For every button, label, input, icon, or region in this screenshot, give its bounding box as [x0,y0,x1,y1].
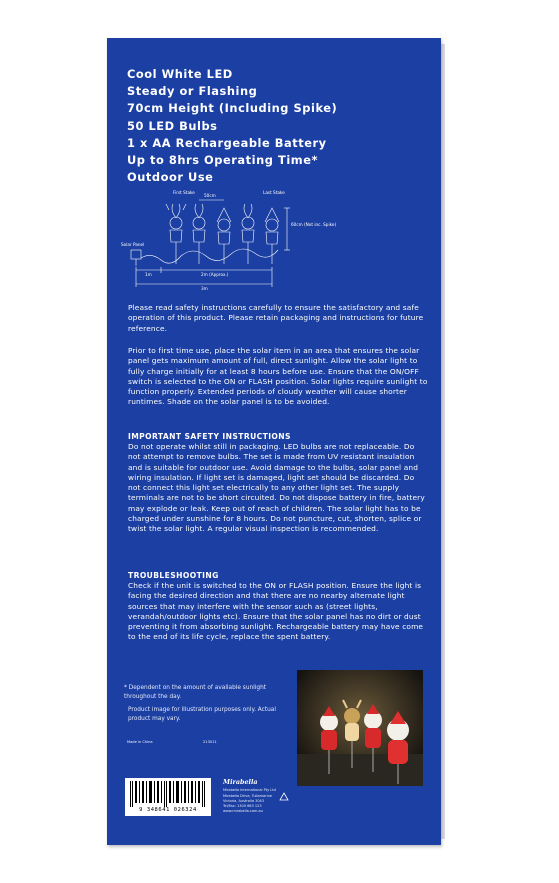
intro-paragraph: Please read safety instructions carefully to ensure the satisfactory and safe operation of this product. Please retain packaging and instructions for future reference. [128,303,424,333]
feature-item: Steady or Flashing [127,84,258,99]
safety-heading: IMPORTANT SAFETY INSTRUCTIONS [128,432,291,441]
first-use-paragraph: Prior to first time use, place the solar item in an area that ensures the solar panel gets maximum amount of full, direct sunlight. Allow the solar light to fully charge initially for at least 8 hours before use. Ensure that the ON/OFF switch is selected to the ON or FLASH position. Solar lights require sunlight to function properly. Extended periods of cloudy weather will cause shorter runtimes. Shade on the solar panel is to be avoided. [128,346,428,407]
company-address: Mirabella Drive, Tullamarine Victoria, Australia 3043 [223,794,272,803]
last-stake-label: Last Stake [263,190,285,195]
feature-item: Up to 8hrs Operating Time* [127,153,318,168]
stake-lights-diagram [121,188,337,292]
barcode-number: 9 348641 026324 [139,807,197,813]
solar-panel-icon [131,250,141,259]
footnote-illustration: Product image for illustration purposes only. Actual product may vary. [128,707,276,722]
product-photo [297,670,423,786]
company-phone: Tel/Fax: 1300 663 123 [223,804,262,808]
safety-paragraph: Do not operate whilst still in packaging. LED bulbs are not replaceable. Do not attempt to remove bulbs. The set is made from UV resistant insulation and is suitable for outdoor use. Avoid damage to the bulbs, solar panel and wiring insulation. If light set is damaged, light set should be discarded. Do not connect this light set electrically to any other light set. The supply terminals are not to be short circuited. Do not dispose battery in fire, battery may explode or leak. Keep out of reach of children. The solar light has to be charged under sunshine for 8 hours. Do not puncture, cut, shorten, splice or twist the solar light. A regular visual inspection is recommended. [128,442,425,534]
feature-item: 70cm Height (Including Spike) [127,101,338,116]
spacing-label: 50cm [204,193,216,198]
barcode [125,778,211,816]
first-stake-label: First Stake [173,190,195,195]
height-label: 60cm (Not inc. Spike) [291,222,337,227]
troubleshooting-heading: TROUBLESHOOTING [128,571,219,580]
made-in-label: Made in China [127,740,153,744]
feature-item: 50 LED Bulbs [127,118,218,133]
product-box-back-panel [107,38,441,845]
barcode-bars [130,781,206,807]
feature-item: Outdoor Use [127,170,214,185]
figure-outline [166,204,186,264]
feature-item: 1 x AA Rechargeable Battery [127,135,327,150]
company-name: Mirabella International Pty Ltd [223,788,276,792]
figure-outline [193,204,205,264]
troubleshooting-paragraph: Check if the unit is switched to the ON or FLASH position. Ensure the light is facing the desired direction and that there are no nearby alternate light sources that may interfere with the sensor such as (street lights, verandah/outdoor lights etc). Ensure that the solar panel has no dirt or dust preventing it from absorbing sunlight. Rechargeable battery may have come to the end of its life cycle, replace the spent battery. [128,581,424,642]
total-length-label: 3m [201,286,208,291]
recycle-icon [279,792,289,802]
span-length-label: 2m (Approx.) [201,272,229,277]
feature-item: Cool White LED [127,67,233,81]
lead-length-label: 1m [145,272,152,277]
brand-logo: Mirabella [223,778,258,786]
box-side-edge [441,44,445,839]
footnote-dependent: * Dependent on the amount of available sunlight throughout the day. [124,685,267,700]
figure-outline [242,204,254,264]
feature-list [127,66,427,186]
product-code: 213011 [203,740,217,744]
solar-panel-label: Solar Panel [121,242,145,247]
company-website: www.mirabella.com.au [223,809,263,813]
